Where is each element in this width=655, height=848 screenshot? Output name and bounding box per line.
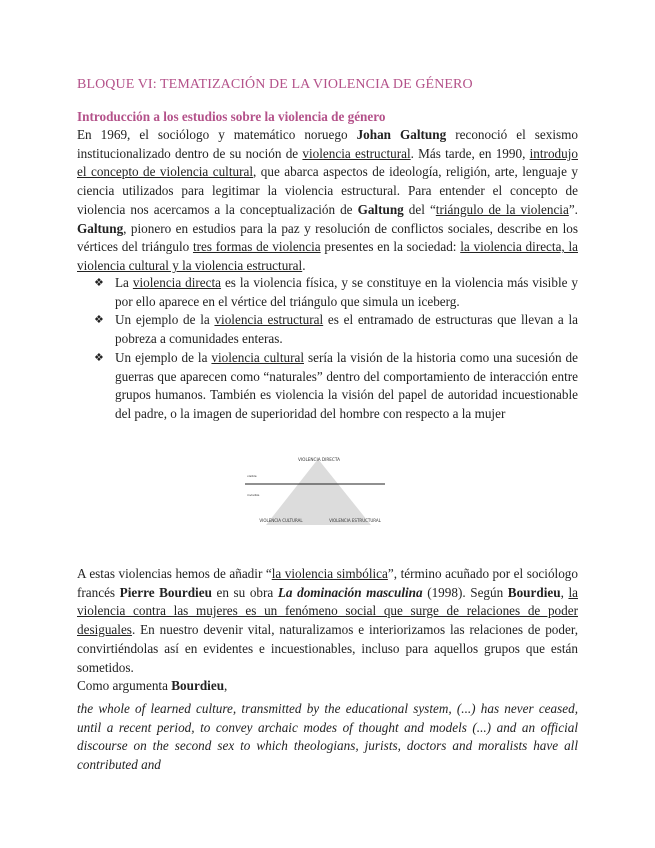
intro-text: del “ [403, 201, 436, 217]
intro-text: . Más tarde, en 1990, [410, 145, 530, 161]
term-structural-violence: violencia estructural [214, 312, 324, 328]
list-item [94, 349, 578, 424]
term-three-violences: la violencia directa, la violencia cultural y la violencia estructural [77, 239, 578, 273]
name-bourdieu: Bourdieu [507, 584, 561, 600]
label-cultural-violence: VIOLENCIA CULTURAL [259, 518, 303, 523]
term-structural-violence: violencia estructural [302, 145, 411, 161]
diamond-bullet-icon: ❖ [94, 314, 104, 327]
term-cultural-violence: violencia cultural [211, 349, 304, 365]
name-bourdieu: Bourdieu [171, 678, 225, 693]
term-three-forms: tres formas de violencia [192, 239, 321, 255]
term-symbolic-violence: la violencia simbólica [271, 566, 388, 581]
intro-text: En 1969, el sociólogo y matemático noruego [77, 127, 357, 142]
paragraph-text: (1998). Según [422, 584, 508, 600]
intro-text: . [302, 257, 306, 273]
iceberg-triangle [266, 459, 371, 525]
intro-text: , pionero en estudios para la paz y resolución de conflictos sociales, describe en los vértices del triángulo [77, 220, 578, 255]
intro-text: , que abarca aspectos de ideología, religión, arte, lenguaje y ciencia utilizados para legitimar la violencia estructural. Para entender el concepto de violencia nos acercamos a la conceptualización de [77, 164, 578, 217]
label-visible: visible [247, 474, 257, 478]
name-bourdieu: Pierre Bourdieu [119, 584, 212, 600]
list-text: sería la visión de la historia como una sucesión de guerras que aparecen como “naturales” dentro del comportamiento de interacción entre grupos humanos. También es violencia la visión del papel de autoridad incuestionable del padre, o la imagen de superioridad del hombre con respecto a la mujer [115, 349, 578, 421]
paragraph-text: . En nuestro devenir vital, naturalizamos e interiorizamos las relaciones de poder, convirtiéndolas así en evidentes e incuestionables, incluso para aquellos grupos que están sometidos. [77, 622, 578, 675]
list-text: es el entramado de estructuras que llevan a la pobreza a comunidades enteras. [115, 312, 579, 347]
book-title: La dominación masculina [277, 584, 423, 600]
bourdieu-quote: the whole of learned culture, transmitted by the educational system, (...) has never ceased, until a recent period, to convey archaic modes of thought and models (...) and an official discourse on the second sex to which theologians, jurists, doctors and moralists have all contributed and [77, 701, 578, 773]
paragraph-text: en su obra [211, 584, 278, 600]
intro-text: presentes en la sociedad: [320, 239, 461, 255]
intro-text: ”. [568, 201, 578, 217]
paragraph-text: , [560, 584, 569, 600]
paragraph-text: ”, término acuñado por el sociólogo francés [77, 566, 578, 600]
intro-paragraph [77, 126, 578, 276]
term-direct-violence: violencia directa [132, 275, 222, 290]
section-title: BLOQUE VI: TEMATIZACIÓN DE LA VIOLENCIA DE GÉNERO [77, 77, 473, 92]
symbolic-violence-paragraph [77, 565, 578, 677]
diamond-bullet-icon: ❖ [94, 277, 104, 289]
term-cultural-violence-concept: introdujo el concepto de violencia cultural [77, 145, 578, 180]
term-violence-triangle: triángulo de la violencia [435, 201, 569, 217]
paragraph-text: A estas violencias hemos de añadir “ [77, 566, 272, 581]
paragraph-text: , [224, 678, 228, 693]
paragraph-text: Como argumenta [77, 678, 172, 693]
list-text: Un ejemplo de la [115, 349, 212, 365]
term-power-relations: la violencia contra las mujeres es un fenómeno social que surge de relaciones de poder desiguales [77, 584, 578, 638]
list-item [94, 274, 578, 311]
argument-line [77, 677, 578, 696]
list-text: es la violencia física, y se constituye en la violencia más visible y por ello aparece en el vértice del triángulo que simula un iceberg. [115, 275, 578, 309]
section-subtitle: Introducción a los estudios sobre la violencia de género [77, 109, 386, 124]
list-item [94, 311, 578, 348]
label-direct-violence: VIOLENCIA DIRECTA [298, 457, 340, 462]
name-galtung: Galtung [357, 201, 404, 217]
label-structural-violence: VIOLENCIA ESTRUCTURAL [329, 518, 381, 523]
intro-text: reconoció el sexismo institucionalizado dentro de su noción de [77, 127, 578, 161]
name-galtung: Johan Galtung [356, 127, 447, 142]
label-invisible: invisible [247, 493, 260, 497]
diamond-bullet-icon: ❖ [94, 351, 104, 364]
list-text: Un ejemplo de la [115, 312, 215, 328]
violence-triangle-figure [243, 451, 388, 533]
name-galtung: Galtung [77, 220, 124, 236]
violence-types-list [94, 274, 578, 424]
list-text: La [115, 275, 133, 290]
